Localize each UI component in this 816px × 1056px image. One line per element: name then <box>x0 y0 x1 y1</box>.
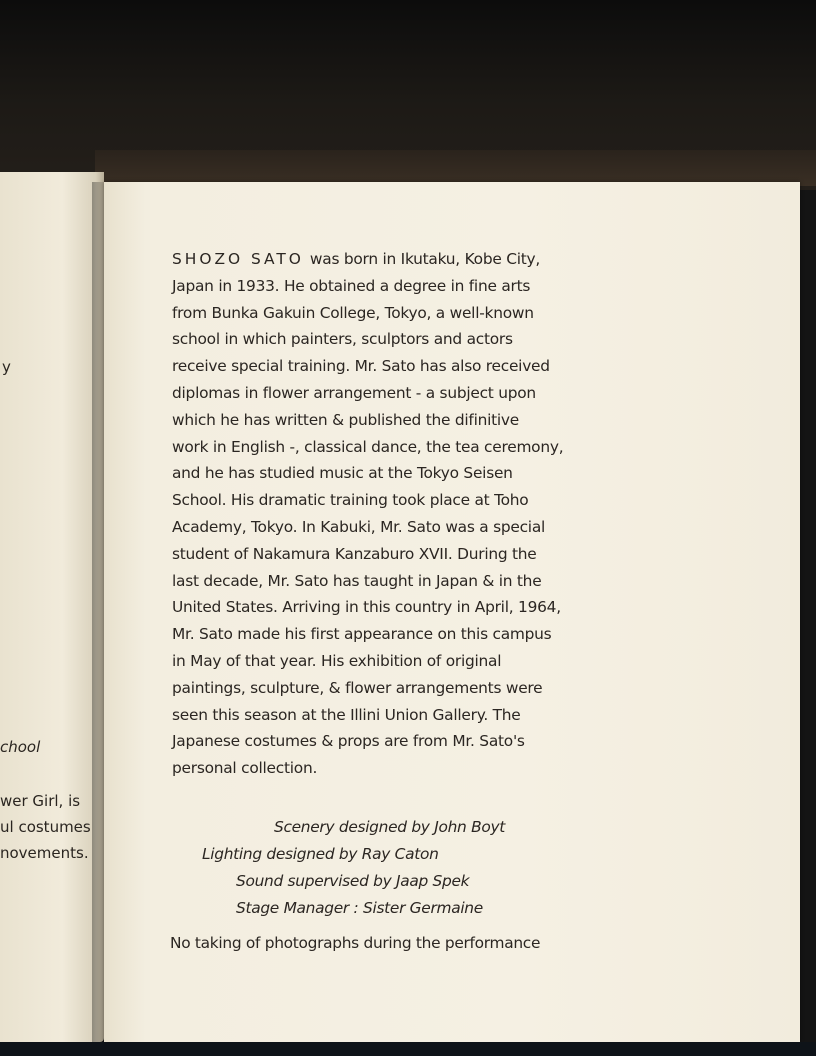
bio-line: was born in Ikutaku, Kobe City, <box>309 250 541 268</box>
bio-line: work in English -, classical dance, the tea ceremony, <box>172 437 564 456</box>
left-page-fragment: wer Girl, is <box>0 792 81 810</box>
bio-line: personal collection. <box>172 759 318 778</box>
bio-line-first <box>172 246 572 273</box>
credit-scenery: Scenery designed by John Boyt <box>274 818 505 836</box>
bio-line: school in which painters, sculptors and actors <box>172 330 513 349</box>
bio-line: which he has written & published the difinitive <box>172 410 520 429</box>
left-page-fragment: chool <box>0 738 41 756</box>
bio-line: seen this season at the Illini Union Gallery. The <box>172 705 521 724</box>
bio-line: from Bunka Gakuin College, Tokyo, a well-known <box>172 303 534 322</box>
bio-line: School. His dramatic training took place at Toho <box>172 491 529 510</box>
credit-stage-manager: Stage Manager : Sister Germaine <box>236 899 483 917</box>
bio-line: student of Nakamura Kanzaburo XVII. During the <box>172 544 537 563</box>
background-bottom <box>0 1042 816 1056</box>
credit-lighting: Lighting designed by Ray Caton <box>202 845 439 863</box>
background-shelf <box>95 150 816 186</box>
performer-name: SHOZO SATO <box>172 250 304 268</box>
left-page-fragment: ul costumes <box>0 818 91 836</box>
left-page-fragment: novements. <box>0 844 89 862</box>
main-page <box>104 182 800 1042</box>
photography-notice: No taking of photographs during the performance <box>170 934 541 952</box>
bio-line: Academy, Tokyo. In Kabuki, Mr. Sato was a special <box>172 517 546 536</box>
bio-line: receive special training. Mr. Sato has also received <box>172 357 550 376</box>
bio-line: Japan in 1933. He obtained a degree in fine arts <box>172 276 531 295</box>
bio-paragraph <box>172 246 572 782</box>
bio-line: in May of that year. His exhibition of original <box>172 651 502 670</box>
bio-line: and he has studied music at the Tokyo Seisen <box>172 464 513 483</box>
left-page <box>0 172 104 1042</box>
bio-line: United States. Arriving in this country in April, 1964, <box>172 598 561 617</box>
left-page-fragment: y <box>2 358 11 376</box>
credit-sound: Sound supervised by Jaap Spek <box>236 872 470 890</box>
bio-line: Mr. Sato made his first appearance on this campus <box>172 625 552 644</box>
bio-line: paintings, sculpture, & flower arrangements were <box>172 678 543 697</box>
bio-line: diplomas in flower arrangement - a subject upon <box>172 383 536 402</box>
bio-line: last decade, Mr. Sato has taught in Japan & in the <box>172 571 542 590</box>
bio-line: Japanese costumes & props are from Mr. Sato's <box>172 732 525 751</box>
